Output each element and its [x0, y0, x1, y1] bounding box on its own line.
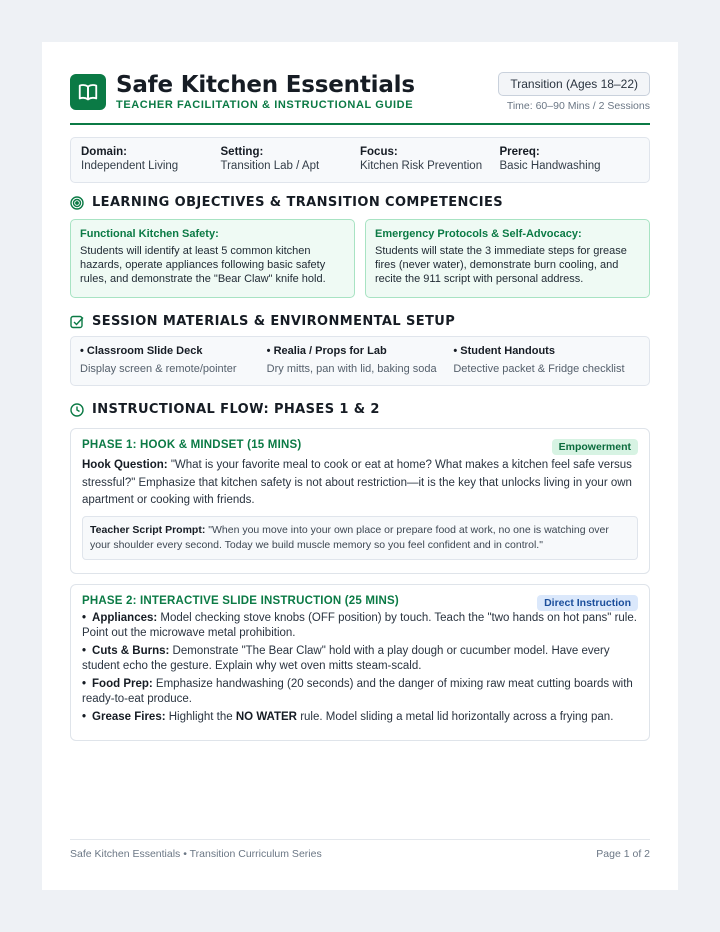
meta-key: Domain:	[81, 146, 127, 158]
materials-heading	[70, 314, 455, 329]
teacher-script	[82, 516, 638, 560]
section-title: SESSION MATERIALS & ENVIRONMENTAL SETUP	[92, 314, 456, 329]
meta-bar	[70, 137, 650, 183]
material-title: • Realia / Props for Lab	[266, 345, 387, 357]
material-desc: Display screen & remote/pointer	[80, 363, 237, 375]
item-text: Highlight the	[165, 711, 236, 723]
material-item	[80, 345, 267, 377]
item-text: rule. Model sliding a metal lid horizontally across a frying pan.	[297, 711, 614, 723]
phase-tag: Direct Instruction	[537, 595, 638, 611]
material-title: • Student Handouts	[453, 345, 555, 357]
meta-prereq	[500, 146, 640, 174]
material-item	[453, 345, 640, 377]
page-title: Safe Kitchen Essentials	[116, 72, 415, 98]
meta-setting	[221, 146, 361, 174]
objectives-heading	[70, 195, 503, 210]
material-title: • Classroom Slide Deck	[80, 345, 203, 357]
materials-bar	[70, 336, 650, 386]
meta-value: Transition Lab / Apt	[220, 160, 320, 172]
hook-paragraph	[82, 457, 638, 510]
footer-divider	[70, 839, 650, 840]
phase-2-card	[70, 584, 650, 741]
meta-value: Basic Handwashing	[499, 160, 601, 172]
objective-card	[365, 219, 650, 298]
item-label: Appliances:	[92, 612, 158, 624]
checkbox-icon	[70, 315, 84, 329]
flow-heading	[70, 402, 380, 417]
item-text: Demonstrate "The Bear Claw" hold with a play dough or cucumber model. Have every student echo the gesture. Explain why wet oven mitts steam-scald.	[82, 645, 610, 672]
objective-body: Students will state the 3 immediate steps for grease fires (never water), demonstrate burn cooling, and recite the 911 script with personal address.	[375, 245, 627, 285]
objective-card	[70, 219, 355, 298]
phase-title: PHASE 1: HOOK & MINDSET (15 MINS)	[82, 439, 302, 451]
clock-icon	[70, 403, 84, 417]
meta-key: Setting:	[220, 146, 264, 158]
list-item: • Cuts & Burns: Demonstrate "The Bear Claw" hold with a play dough or cucumber model. Have every student echo the gesture. Explain why wet oven mitts steam-scald.	[82, 645, 610, 672]
meta-focus	[360, 146, 500, 174]
phase-1-card	[70, 428, 650, 574]
target-icon	[70, 196, 84, 210]
script-text: "When you move into your own place or prepare food at work, no one is watching over your shoulder every second. Today we build muscle memory so you feel confident and in control."	[90, 523, 609, 551]
phase-2-list	[82, 611, 638, 725]
book-open-icon	[70, 74, 106, 110]
item-emphasis: NO WATER	[235, 711, 297, 723]
meta-value: Independent Living	[81, 160, 179, 172]
material-desc: Dry mitts, pan with lid, baking soda	[266, 363, 437, 375]
header	[70, 72, 650, 126]
page-subtitle: TEACHER FACILITATION & INSTRUCTIONAL GUIDE	[116, 99, 414, 111]
footer-series: Safe Kitchen Essentials • Transition Curriculum Series	[70, 848, 322, 860]
list-item: • Appliances: Model checking stove knobs (OFF position) by touch. Teach the "two hands on hot pans" rule. Point out the microwave metal prohibition.	[82, 612, 637, 639]
age-badge: Transition (Ages 18–22)	[498, 72, 650, 96]
objective-body: Students will identify at least 5 common kitchen hazards, operate appliances following basic safety rules, and demonstrate the "Bear Claw" knife hold.	[80, 245, 326, 285]
list-item: • Food Prep: Emphasize handwashing (20 seconds) and the danger of mixing raw meat cutting boards with ready-to-eat produce.	[82, 678, 633, 705]
meta-key: Focus:	[360, 146, 398, 158]
objective-title: Emergency Protocols & Self-Advocacy:	[375, 228, 582, 240]
objectives-row	[70, 219, 650, 298]
item-label: Cuts & Burns:	[92, 645, 170, 657]
item-text: Emphasize handwashing (20 seconds) and the danger of mixing raw meat cutting boards with ready-to-eat produce.	[82, 678, 633, 705]
list-item: • Grease Fires: Highlight the NO WATER rule. Model sliding a metal lid horizontally across a frying pan.	[82, 711, 614, 723]
section-title: INSTRUCTIONAL FLOW: PHASES 1 & 2	[92, 402, 380, 417]
item-label: Grease Fires:	[92, 711, 166, 723]
material-desc: Detective packet & Fridge checklist	[453, 363, 625, 375]
hook-label: Hook Question:	[82, 459, 168, 471]
item-text: Model checking stove knobs (OFF position) by touch. Teach the "two hands on hot pans" rule. Point out the microwave metal prohibition.	[82, 612, 637, 639]
material-item	[267, 345, 454, 377]
phase-tag: Empowerment	[552, 439, 638, 455]
item-label: Food Prep:	[92, 678, 153, 690]
hook-text: "What is your favorite meal to cook or eat at home? What makes a kitchen feel safe versus stressful?" Emphasize that kitchen safety is not about restriction—it is the key that unlocks living in your own apartment or cooking with friends.	[82, 459, 632, 506]
meta-key: Prereq:	[499, 146, 540, 158]
document-page	[42, 42, 678, 890]
header-divider	[70, 123, 650, 125]
meta-value: Kitchen Risk Prevention	[360, 160, 483, 172]
page-number: Page 1 of 2	[596, 848, 650, 860]
objective-title: Functional Kitchen Safety:	[80, 228, 219, 240]
script-label: Teacher Script Prompt:	[90, 523, 206, 536]
phase-title: PHASE 2: INTERACTIVE SLIDE INSTRUCTION (25 MINS)	[82, 595, 399, 607]
meta-domain	[81, 146, 221, 174]
section-title: LEARNING OBJECTIVES & TRANSITION COMPETENCIES	[92, 195, 504, 210]
time-estimate: Time: 60–90 Mins / 2 Sessions	[506, 100, 650, 112]
